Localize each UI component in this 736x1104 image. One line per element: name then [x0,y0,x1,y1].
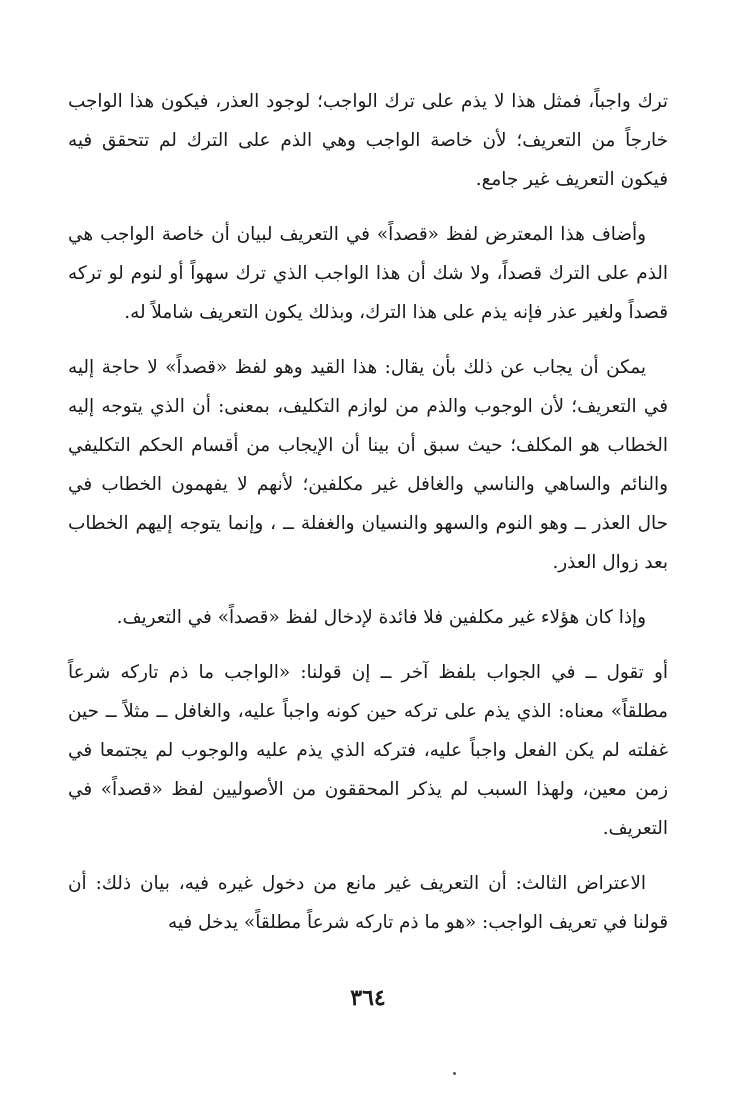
scan-mark [453,1072,456,1075]
paragraph: أو تقول ــ في الجواب بلفظ آخر ــ إن قولنا: «الواجب ما ذم تاركه شرعاً مطلقاً» معناه: الذي يذم على تركه حين كونه واجباً عليه، والغافل ــ مثلاً ــ حين غفلته لم يكن الفعل واجباً عليه، فتركه الذي يذم عليه والوجوب لم يجتمعا في زمن معين، ولهذا السبب لم يذكر المحققون من الأصوليين لفظ «قصداً» في التعريف. [68,662,668,839]
page-number: ٣٦٤ [350,985,386,1011]
page-body [68,82,668,958]
paragraph: يمكن أن يجاب عن ذلك بأن يقال: هذا القيد وهو لفظ «قصداً» لا حاجة إليه في التعريف؛ لأن الوجوب والذم من لوازم التكليف، بمعنى: أن الذي يتوجه إليه الخطاب هو المكلف؛ حيث سبق أن بينا أن الإيجاب من أقسام الحكم التكليفي والنائم والساهي والناسي والغافل غير مكلفين؛ لأنهم لا يفهمون الخطاب في حال العذر ــ وهو النوم والسهو والنسيان والغفلة ــ ، وإنما يتوجه إليهم الخطاب بعد زوال العذر. [68,357,668,573]
paragraph: الاعتراض الثالث: أن التعريف غير مانع من دخول غيره فيه، بيان ذلك: أن قولنا في تعريف الواجب: «هو ما ذم تاركه شرعاً مطلقاً» يدخل فيه [68,873,668,933]
paragraph: وإذا كان هؤلاء غير مكلفين فلا فائدة لإدخال لفظ «قصداً» في التعريف. [116,607,646,628]
paragraph: وأضاف هذا المعترض لفظ «قصداً» في التعريف لبيان أن خاصة الواجب هي الذم على الترك قصداً، ولا شك أن هذا الواجب الذي ترك سهواً أو لنوم لو تركه قصداً ولغير عذر فإنه يذم على هذا الترك، وبذلك يكون التعريف شاملاً له. [68,224,668,323]
paragraph: ترك واجباً، فمثل هذا لا يذم على ترك الواجب؛ لوجود العذر، فيكون هذا الواجب خارجاً من التعريف؛ لأن خاصة الواجب وهي الذم على الترك لم تتحقق فيه فيكون التعريف غير جامع. [68,91,668,190]
